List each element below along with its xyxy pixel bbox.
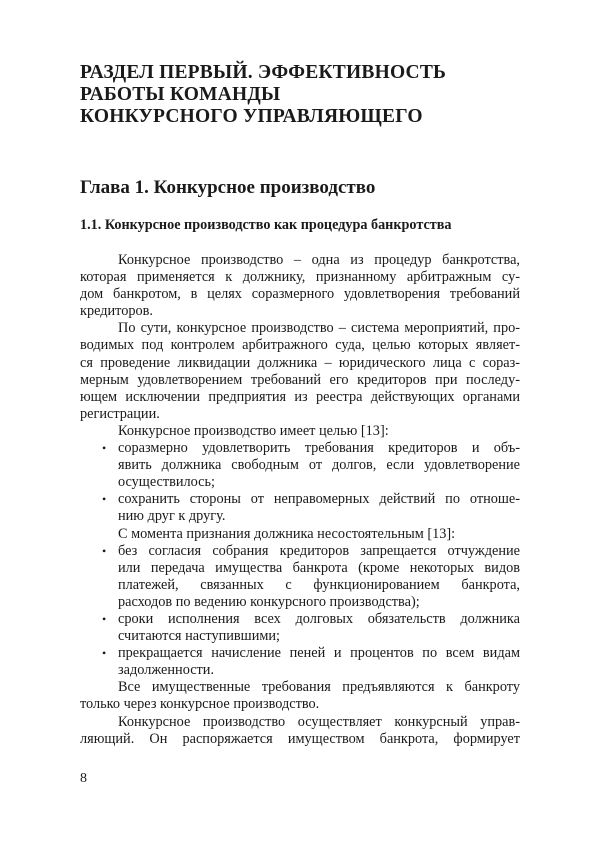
text-line: ющем исключении предприятия из реестра действующих органами [80,388,520,405]
bullet-icon: • [102,611,107,626]
consequences-list [80,543,520,680]
text-line [80,440,520,457]
text-line [80,611,520,628]
text-line [80,491,520,508]
text-line: считаются наступившими; [118,628,281,645]
page-number: 8 [80,771,87,786]
text-line: По сути, конкурсное производство – система мероприятий, про- [118,320,520,337]
text-line: явить должника свободным от долгов, если удовлетворение [118,457,520,474]
paragraph-claims [80,679,520,713]
text-line [80,543,520,560]
section-title [80,62,520,128]
section-title-line: РАЗДЕЛ ПЕРВЫЙ. ЭФФЕКТИВНОСТЬ [80,62,447,83]
goals-intro: Конкурсное производство имеет целью [13]: [118,422,389,439]
text-fragment: соразмерно удовлетворить требования кредиторов и объ- [118,440,520,457]
text-line: кредиторов. [80,303,154,320]
bullet-icon: • [102,543,107,558]
paragraph-essence [80,320,520,423]
text-fragment: прекращается начисление пеней и процентов по всем видам [118,645,520,662]
text-line: нию друг к другу. [118,508,226,525]
text-line: платежей, связанных с функционированием банкрота, [118,576,520,593]
list-item [80,611,520,645]
text-line: регистрации. [80,405,160,422]
list-item [80,491,520,525]
text-fragment: сохранить стороны от неправомерных действий по отноше- [118,491,520,508]
text-line: Конкурсное производство осуществляет конкурсный управ- [118,713,520,730]
text-line: которая применяется к должнику, признанному арбитражным су- [80,269,520,286]
consequences-intro: С момента признания должника несостоятельным [13]: [118,525,456,542]
list-item [80,645,520,679]
text-line: Конкурсное производство – одна из процедур банкротства, [118,252,520,268]
text-line [80,645,520,662]
section-title-line: КОНКУРСНОГО УПРАВЛЯЮЩЕГО [80,106,423,127]
paragraph-manager [80,714,520,748]
text-line: ляющий. Он распоряжается имуществом банкрота, формирует [80,730,520,747]
section-title-line: РАБОТЫ КОМАНДЫ [80,84,281,105]
text-fragment: сроки исполнения всех долговых обязательств должника [118,610,520,627]
text-line: ся проведение ликвидации должника – юридического лица с сораз- [80,354,520,371]
list-item [80,543,520,611]
bullet-icon: • [102,441,107,456]
subsection-title: 1.1. Конкурсное производство как процедура банкротства [80,217,452,233]
text-line: только через конкурсное производство. [80,696,320,713]
text-line: или передача имущества банкрота (кроме некоторых видов [118,559,520,576]
list-item [80,440,520,491]
text-line: расходов по ведению конкурсного производства); [118,593,420,610]
text-fragment: без согласия собрания кредиторов запрещается отчуждение [118,542,520,559]
paragraph-definition [80,252,520,320]
bullet-icon: • [102,492,107,507]
text-line: осуществилось; [118,474,215,491]
text-line: Все имущественные требования предъявляются к банкроту [118,679,520,696]
bullet-icon: • [102,646,107,661]
goals-list [80,440,520,525]
body-text [80,252,520,748]
text-line: дом банкротом, в целях соразмерного удовлетворения требований [80,286,520,303]
chapter-title: Глава 1. Конкурсное производство [80,177,376,198]
text-line: мерным удовлетворением требований его кредиторов при последу- [80,371,520,388]
text-line: задолженности. [118,662,215,679]
text-line: водимых под контролем арбитражного суда, целью которых являет- [80,337,520,354]
